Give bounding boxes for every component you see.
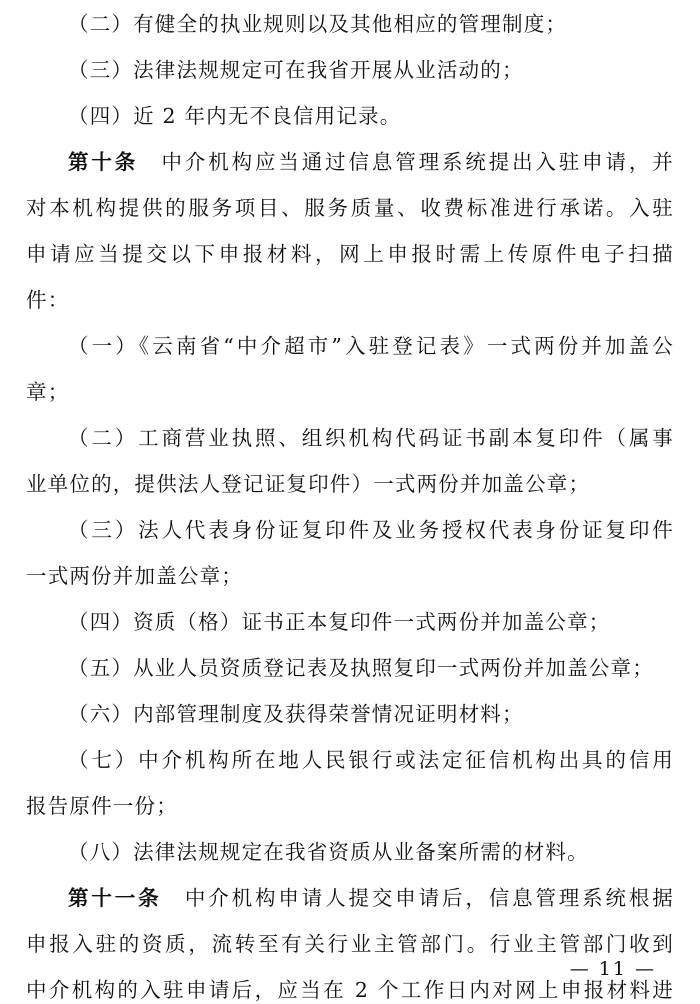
text-line: 业单位的，提供法人登记证复印件）一式两份并加盖公章； — [26, 472, 591, 496]
page-number: — 11 — — [569, 958, 656, 980]
text-line: （六）内部管理制度及获得荣誉情况证明材料； — [68, 702, 524, 726]
article-11-heading: 第十一条 — [68, 886, 162, 910]
text-line: （四）资质（格）证书正本复印件一式两份并加盖公章； — [68, 610, 611, 634]
text-line: 申请应当提交以下申报材料，网上申报时需上传原件电子扫描 — [26, 242, 674, 266]
text-line: （八）法律法规规定在我省资质从业备案所需的材料。 — [68, 840, 589, 864]
text-line: 报告原件一份； — [26, 794, 178, 818]
text-line: 对本机构提供的服务项目、服务质量、收费标准进行承诺。入驻 — [26, 196, 674, 220]
text-line: （五）从业人员资质登记表及执照复印一式两份并加盖公章； — [68, 656, 654, 680]
text-line: （三）法律法规规定可在我省开展从业活动的； — [68, 58, 524, 82]
article-11-text: 中介机构申请人提交申请后，信息管理系统根据 — [161, 886, 674, 910]
article-10-heading: 第十条 — [68, 150, 139, 174]
text-line: （一）《云南省“中介超市”入驻登记表》一式两份并加盖公 — [68, 334, 674, 358]
text-line: （四）近 2 年内无不良信用记录。 — [68, 104, 402, 128]
article-10-first-line — [68, 148, 674, 176]
text-line: （二）有健全的执业规则以及其他相应的管理制度； — [68, 12, 568, 36]
article-10-text: 中介机构应当通过信息管理系统提出入驻申请，并 — [138, 150, 674, 174]
text-line: 中介机构的入驻申请后，应当在 2 个工作日内对网上申报材料进 — [26, 978, 674, 1002]
text-line: 件： — [26, 288, 70, 312]
text-line: （三）法人代表身份证复印件及业务授权代表身份证复印件 — [68, 518, 674, 542]
text-line: （七）中介机构所在地人民银行或法定征信机构出具的信用 — [68, 748, 674, 772]
article-11-first-line — [68, 884, 674, 912]
text-line: 章； — [26, 380, 70, 404]
text-line: 申报入驻的资质，流转至有关行业主管部门。行业主管部门收到 — [26, 932, 674, 956]
text-line: （二）工商营业执照、组织机构代码证书副本复印件（属事 — [68, 426, 674, 450]
text-line: 一式两份并加盖公章； — [26, 564, 243, 588]
